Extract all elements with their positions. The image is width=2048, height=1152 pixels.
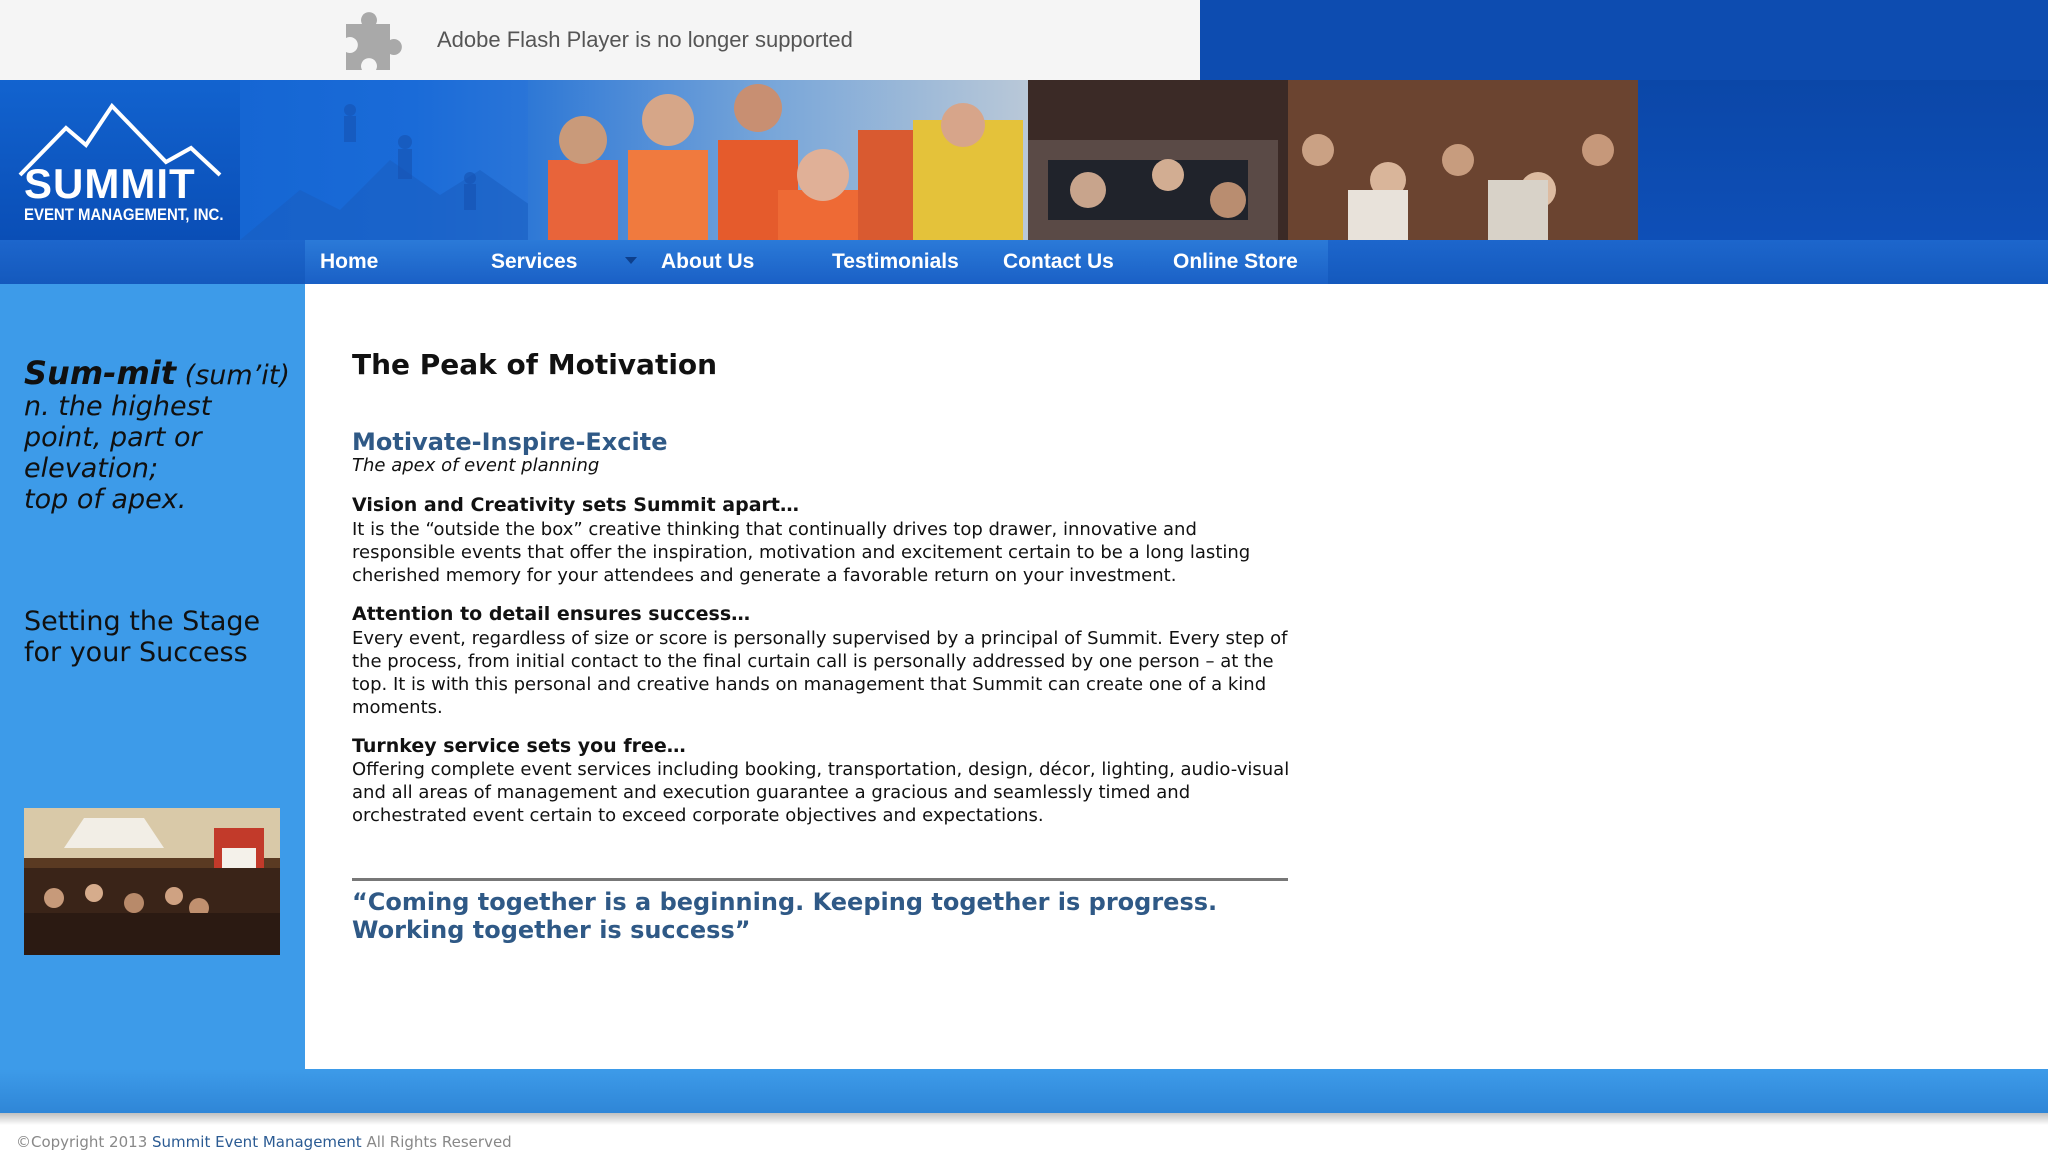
section-title-attention: Attention to detail ensures success… (352, 603, 751, 625)
definition-term: Sum-mit (24, 354, 177, 392)
sidebar-event-photo (24, 808, 280, 955)
services-dropdown-arrow-icon[interactable] (625, 257, 637, 264)
nav-home[interactable]: Home (320, 250, 379, 273)
divider (352, 878, 1288, 881)
header-photo (528, 80, 1638, 240)
logo-subtitle: EVENT MANAGEMENT, INC. (24, 205, 224, 224)
definition-line: elevation; (24, 453, 159, 484)
definition-pronunciation: (sum’it) (184, 360, 290, 391)
climbers-silhouette (240, 80, 530, 240)
section-title-turnkey: Turnkey service sets you free… (352, 735, 686, 757)
nav-services[interactable]: Services (491, 250, 578, 273)
tagline-line: Setting the Stage (24, 606, 261, 637)
copyright-text: ©Copyright 2013 (16, 1133, 148, 1151)
nav-online-store[interactable]: Online Store (1173, 250, 1298, 273)
definition-line: top of apex. (24, 484, 187, 515)
headline: Motivate-Inspire-Excite (352, 428, 668, 456)
header-photo-collage (528, 80, 1638, 240)
section-title-vision: Vision and Creativity sets Summit apart… (352, 494, 799, 516)
flash-placeholder (0, 0, 1200, 80)
nav-contact-us[interactable]: Contact Us (1003, 250, 1114, 273)
summit-definition (24, 354, 290, 515)
footer-copyright (16, 1133, 512, 1151)
flash-message: Adobe Flash Player is no longer supported (437, 27, 853, 52)
section-body-vision: It is the “outside the box” creative thinking that continually drives top drawer, innovative and responsible events that offer the inspiration, motivation and excitement certain to be a long lasting cherished memory for your attendees and generate a favorable return on your investment. (352, 519, 1251, 586)
nav-about-us[interactable]: About Us (661, 250, 755, 273)
footer-shadow (0, 1113, 2048, 1125)
header-mountain-silhouette (240, 80, 530, 240)
section-body-attention: Every event, regardless of size or score is personally supervised by a principal of Summit. Every step of the process, from initial contact to the final curtain call is personally addressed by one person – at the top. It is with this personal and creative hands on management that Summit can create one of a kind moments. (352, 628, 1288, 718)
definition-line: point, part or (24, 422, 202, 453)
page-title: The Peak of Motivation (352, 348, 718, 381)
footer-company-link[interactable]: Summit Event Management (152, 1133, 362, 1151)
section-body-turnkey: Offering complete event services including booking, transportation, design, décor, lighting, audio-visual and all areas of management and execution guarantee a gracious and seamlessly timed and orchestrated event certain to exceed corporate objectives and expectations. (352, 759, 1290, 826)
logo-wordmark: SUMMIT (24, 160, 196, 207)
event-photo (24, 808, 280, 955)
quote: “Coming together is a beginning. Keeping together is progress. Working together is success” (352, 888, 1218, 944)
main-navigation (305, 240, 1328, 284)
footer-band (0, 1069, 2048, 1113)
tagline-line: for your Success (24, 637, 248, 668)
puzzle-piece-icon (342, 6, 414, 74)
subheadline: The apex of event planning (352, 455, 600, 476)
definition-line: n. the highest (24, 391, 212, 422)
rights-text: All Rights Reserved (366, 1133, 512, 1151)
sidebar-tagline (24, 606, 260, 668)
nav-testimonials[interactable]: Testimonials (832, 250, 959, 273)
